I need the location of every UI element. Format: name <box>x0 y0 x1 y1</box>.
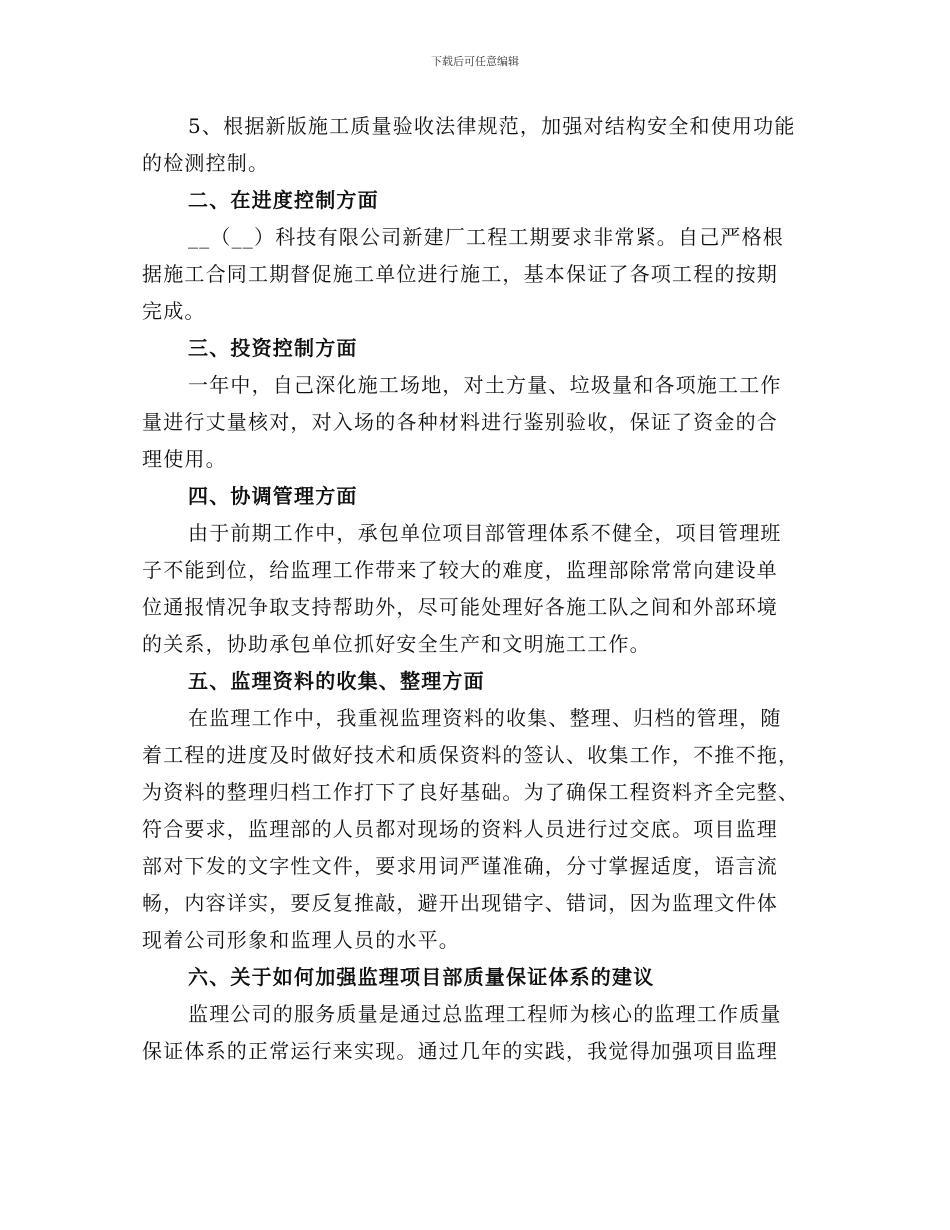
section-heading: 三、投资控制方面 <box>188 336 358 360</box>
paragraph-line: 在监理工作中，我重视监理资料的收集、整理、归档的管理，随 <box>188 706 782 730</box>
paragraph-line: 的检测控制。 <box>142 151 270 175</box>
paragraph-line: 理使用。 <box>142 447 227 471</box>
paragraph-line: 符合要求，监理部的人员都对现场的资料人员进行过交底。项目监理 <box>142 817 778 841</box>
paragraph-line: 一年中，自己深化施工场地，对土方量、垃圾量和各项施工工作 <box>188 373 782 397</box>
paragraph-line: 为资料的整理归档工作打下了良好基础。为了确保工程资料齐全完整、 <box>142 780 800 804</box>
paragraph-line: 现着公司形象和监理人员的水平。 <box>142 928 460 952</box>
paragraph-line: 5、根据新版施工质量验收法律规范，加强对结构安全和使用功能 <box>188 114 796 138</box>
paragraph-line: 完成。 <box>142 299 206 323</box>
paragraph-line: 子不能到位，给监理工作带来了较大的难度，监理部除常常向建设单 <box>142 558 778 582</box>
section-heading: 四、协调管理方面 <box>188 484 358 508</box>
section-heading: 五、监理资料的收集、整理方面 <box>188 669 485 693</box>
paragraph-line: 监理公司的服务质量是通过总监理工程师为核心的监理工作质量 <box>188 1002 782 1026</box>
paragraph-line: 部对下发的文字性文件，要求用词严谨准确，分寸掌握适度，语言流 <box>142 854 778 878</box>
paragraph-line: 据施工合同工期督促施工单位进行施工，基本保证了各项工程的按期 <box>142 262 778 286</box>
page-header-note: 下载后可任意编辑 <box>431 55 519 68</box>
section-heading: 六、关于如何加强监理项目部质量保证体系的建议 <box>188 965 655 989</box>
paragraph-line: 畅，内容详实，要反复推敲，避开出现错字、错词，因为监理文件体 <box>142 891 778 915</box>
paragraph-line: 保证体系的正常运行来实现。通过几年的实践，我觉得加强项目监理 <box>142 1039 778 1063</box>
section-heading: 二、在进度控制方面 <box>188 188 379 212</box>
paragraph-line: 的关系，协助承包单位抓好安全生产和文明施工工作。 <box>142 632 651 656</box>
paragraph-line: 量进行丈量核对，对入场的各种材料进行鉴别验收，保证了资金的合 <box>142 410 778 434</box>
paragraph-line: 位通报情况争取支持帮助外，尽可能处理好各施工队之间和外部环境 <box>142 595 778 619</box>
paragraph-line: 由于前期工作中，承包单位项目部管理体系不健全，项目管理班 <box>188 521 782 545</box>
paragraph-line: __（__）科技有限公司新建厂工程工期要求非常紧。自己严格根 <box>188 225 784 249</box>
paragraph-line: 着工程的进度及时做好技术和质保资料的签认、收集工作，不推不拖， <box>142 743 800 767</box>
